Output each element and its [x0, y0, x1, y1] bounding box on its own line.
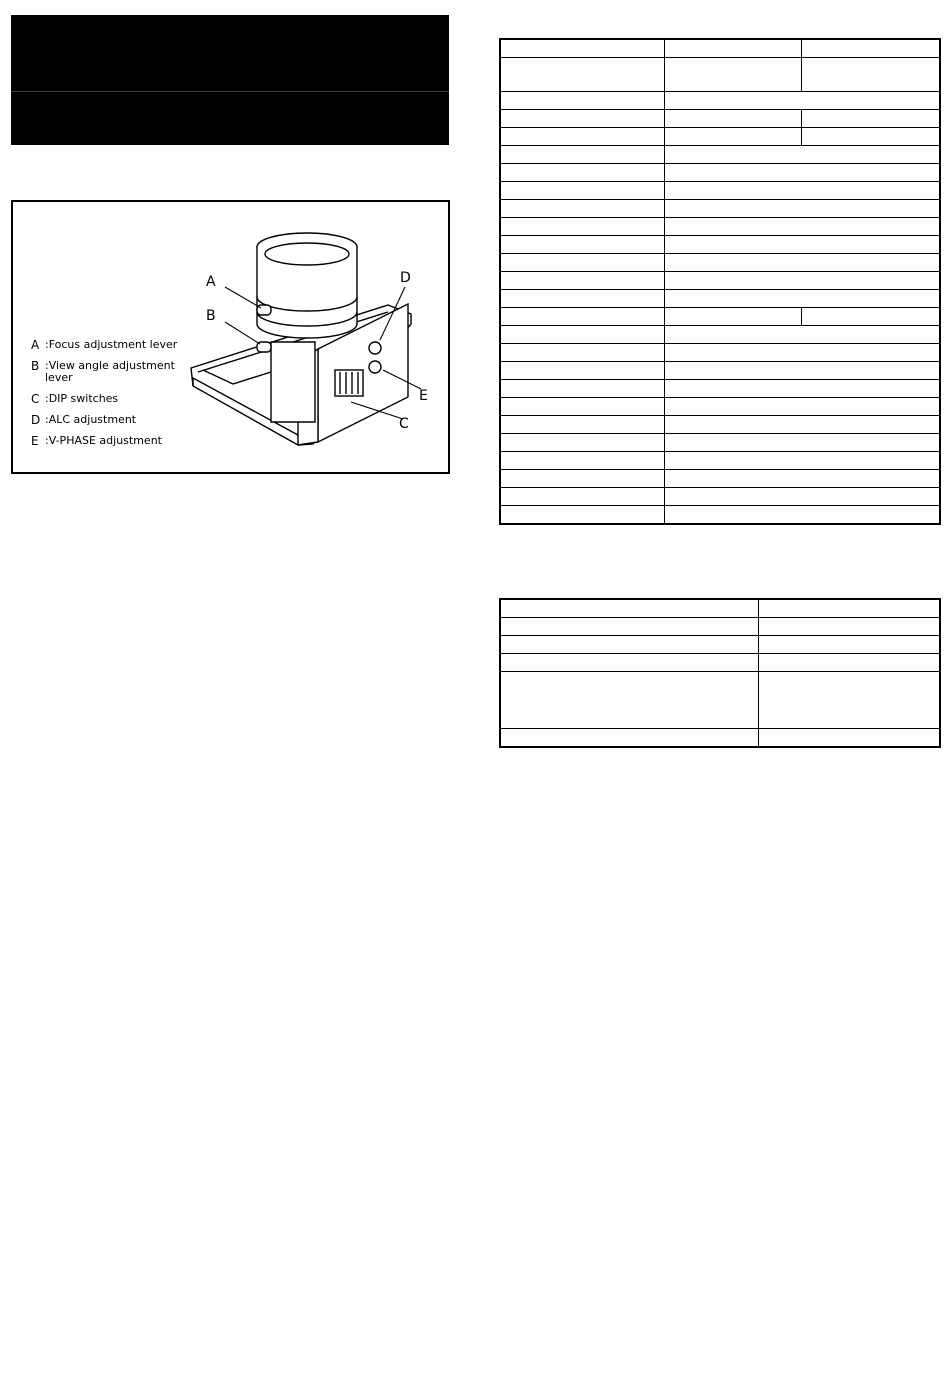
spec-value-cell [664, 308, 801, 326]
spec-label-cell [500, 92, 664, 110]
spec-label-cell [500, 236, 664, 254]
legend-item [31, 360, 191, 384]
accessory-name-cell [500, 599, 758, 618]
spec-label-cell [500, 272, 664, 290]
camera-diagram-figure [11, 200, 450, 474]
spec-value-cell [664, 110, 801, 128]
spec-value-cell [664, 272, 940, 290]
spec-value-cell [664, 164, 940, 182]
legend-text: :ALC adjustment [45, 413, 137, 426]
spec-value-cell [801, 39, 940, 58]
spec-value-cell [664, 488, 940, 506]
spec-value-cell [801, 308, 940, 326]
accessories-table [499, 598, 941, 748]
spec-value-cell [664, 254, 940, 272]
accessory-name-cell [500, 672, 758, 729]
spec-row [500, 39, 940, 58]
spec-label-cell [500, 506, 664, 525]
figure-legend [31, 339, 191, 456]
callout-label-c: C [399, 416, 409, 432]
spec-value-cell [664, 470, 940, 488]
header-block [11, 15, 449, 145]
spec-label-cell [500, 128, 664, 146]
accessory-name-cell [500, 618, 758, 636]
spec-value-cell [664, 398, 940, 416]
accessory-row [500, 636, 940, 654]
accessory-qty-cell [758, 636, 940, 654]
dip-switch-block [335, 370, 363, 396]
callout-label-d: D [400, 270, 411, 286]
legend-item [31, 339, 191, 351]
spec-label-cell [500, 308, 664, 326]
camera-body-column [271, 342, 315, 422]
spec-row [500, 362, 940, 380]
spec-label-cell [500, 416, 664, 434]
spec-row [500, 488, 940, 506]
legend-letter: E [31, 434, 39, 448]
callout-label-a: A [206, 274, 216, 290]
spec-value-cell [664, 362, 940, 380]
spec-row [500, 254, 940, 272]
spec-row [500, 272, 940, 290]
spec-value-cell [801, 110, 940, 128]
spec-value-cell [664, 92, 940, 110]
spec-value-cell [801, 128, 940, 146]
legend-text: :DIP switches [45, 392, 119, 405]
spec-value-cell [664, 380, 940, 398]
legend-item [31, 414, 191, 426]
accessory-qty-cell [758, 654, 940, 672]
legend-letter: C [31, 392, 40, 406]
spec-label-cell [500, 290, 664, 308]
spec-value-cell [664, 128, 801, 146]
accessory-row [500, 672, 940, 729]
spec-label-cell [500, 398, 664, 416]
spec-label-cell [500, 380, 664, 398]
spec-label-cell [500, 344, 664, 362]
spec-value-cell [664, 218, 940, 236]
specifications-table [499, 38, 941, 525]
spec-row [500, 200, 940, 218]
spec-row [500, 452, 940, 470]
spec-row [500, 380, 940, 398]
spec-label-cell [500, 110, 664, 128]
spec-label-cell [500, 200, 664, 218]
spec-row [500, 398, 940, 416]
spec-label-cell [500, 58, 664, 92]
callout-label-b: B [206, 308, 216, 324]
spec-value-cell [664, 200, 940, 218]
spec-row [500, 92, 940, 110]
spec-label-cell [500, 182, 664, 200]
accessory-row [500, 618, 940, 636]
spec-row [500, 146, 940, 164]
callout-label-e: E [419, 388, 428, 404]
spec-label-cell [500, 470, 664, 488]
spec-row [500, 110, 940, 128]
legend-item [31, 435, 191, 447]
spec-row [500, 416, 940, 434]
accessory-row [500, 599, 940, 618]
accessory-qty-cell [758, 729, 940, 748]
accessory-qty-cell [758, 599, 940, 618]
spec-row [500, 434, 940, 452]
spec-value-cell [664, 326, 940, 344]
callout-line-a [225, 287, 261, 308]
spec-value-cell [664, 58, 801, 92]
spec-value-cell [664, 39, 801, 58]
spec-row [500, 218, 940, 236]
spec-value-cell [664, 452, 940, 470]
spec-value-cell [664, 416, 940, 434]
spec-label-cell [500, 434, 664, 452]
spec-value-cell [664, 506, 940, 525]
callout-line-b [225, 322, 260, 344]
legend-text: :View angle adjustment lever [45, 359, 175, 384]
spec-label-cell [500, 452, 664, 470]
alc-adjustment-dial [369, 342, 381, 354]
spec-label-cell [500, 146, 664, 164]
header-subtitle-bar [11, 92, 449, 145]
accessory-qty-cell [758, 672, 940, 729]
legend-item [31, 393, 191, 405]
spec-row [500, 236, 940, 254]
spec-value-cell [664, 434, 940, 452]
spec-value-cell [664, 290, 940, 308]
spec-label-cell [500, 326, 664, 344]
spec-row [500, 290, 940, 308]
accessory-name-cell [500, 654, 758, 672]
accessory-name-cell [500, 729, 758, 748]
legend-letter: D [31, 413, 41, 427]
accessory-name-cell [500, 636, 758, 654]
legend-letter: A [31, 338, 40, 352]
v-phase-adjustment-dial [369, 361, 381, 373]
spec-label-cell [500, 488, 664, 506]
spec-row [500, 326, 940, 344]
spec-row [500, 506, 940, 525]
spec-row [500, 344, 940, 362]
spec-row [500, 308, 940, 326]
spec-value-cell [664, 182, 940, 200]
header-title-bar [11, 15, 449, 91]
spec-row [500, 128, 940, 146]
spec-row [500, 182, 940, 200]
legend-text: :V-PHASE adjustment [45, 434, 162, 447]
spec-value-cell [664, 236, 940, 254]
spec-row [500, 164, 940, 182]
spec-value-cell [664, 344, 940, 362]
accessory-row [500, 654, 940, 672]
spec-label-cell [500, 39, 664, 58]
legend-text: :Focus adjustment lever [45, 338, 178, 351]
legend-letter: B [31, 359, 40, 373]
spec-label-cell [500, 254, 664, 272]
spec-label-cell [500, 362, 664, 380]
accessory-row [500, 729, 940, 748]
spec-label-cell [500, 218, 664, 236]
spec-row [500, 470, 940, 488]
spec-label-cell [500, 164, 664, 182]
spec-value-cell [801, 58, 940, 92]
accessory-qty-cell [758, 618, 940, 636]
spec-row [500, 58, 940, 92]
spec-value-cell [664, 146, 940, 164]
